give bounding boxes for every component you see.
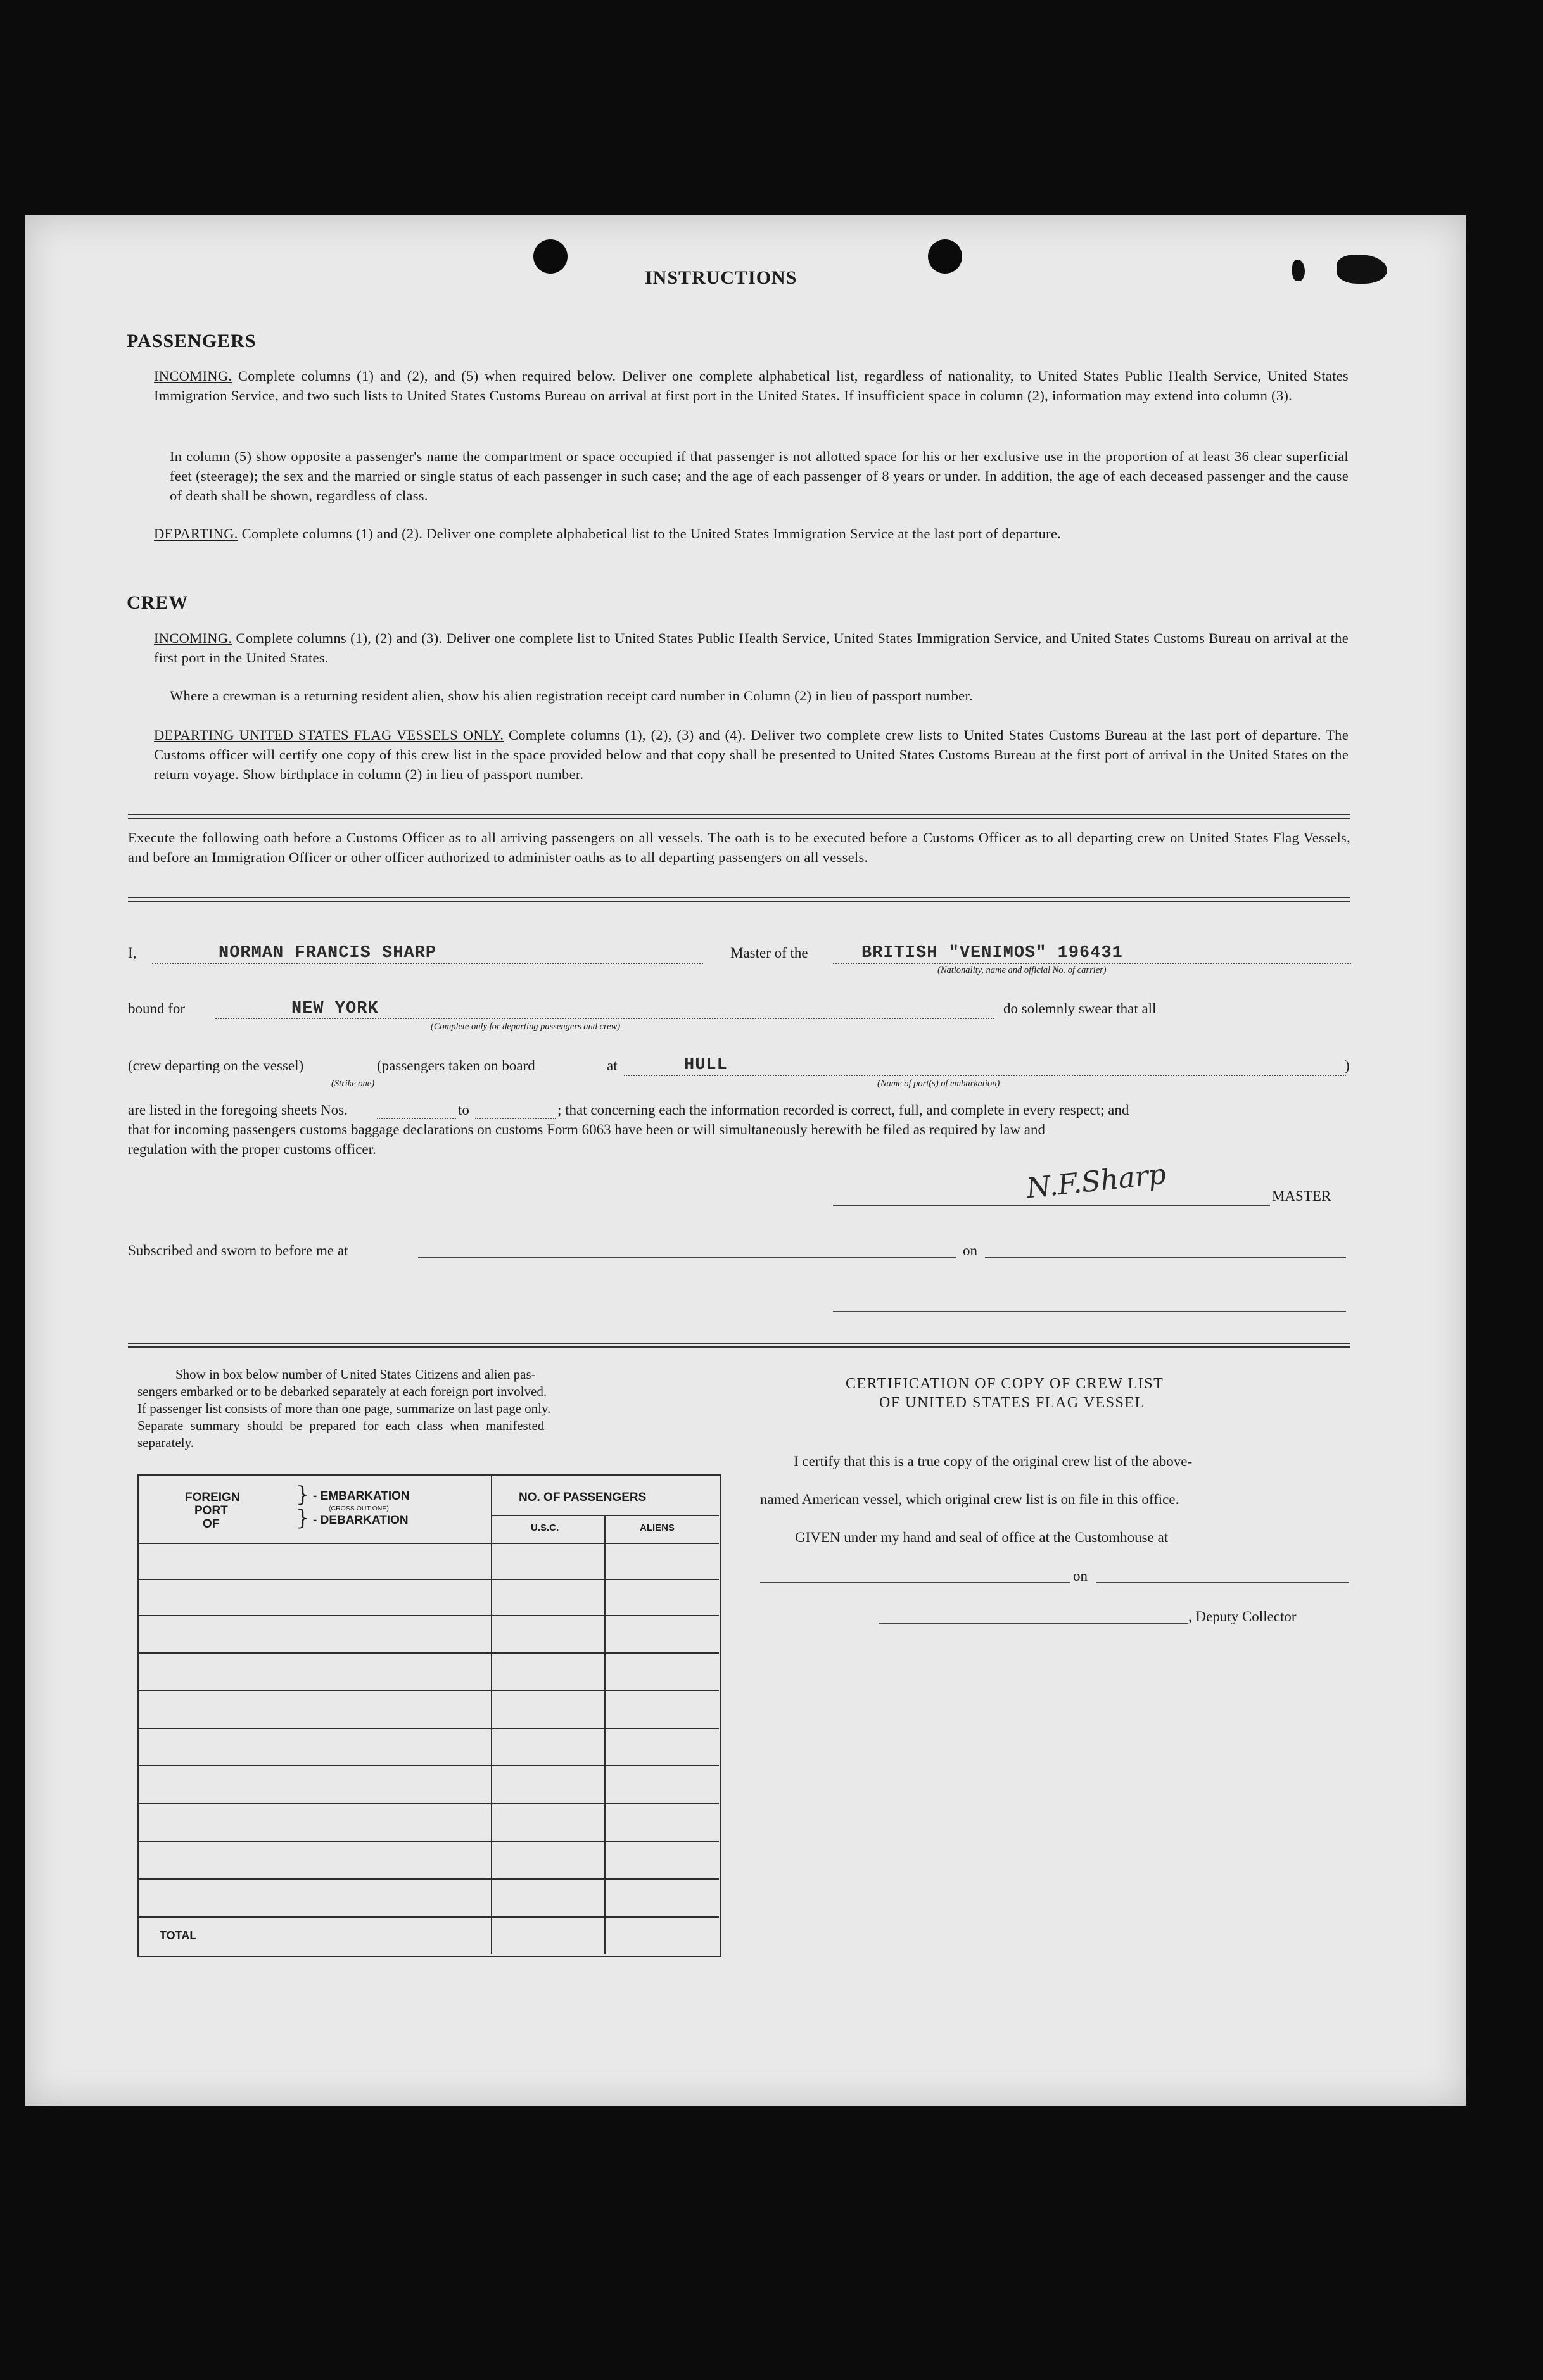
usc-label: U.S.C. [531, 1522, 559, 1533]
at-label: at [607, 1058, 618, 1073]
crew-incoming-text [154, 628, 1349, 668]
bound-for-label: bound for [128, 1001, 186, 1016]
oath-body-2: that for incoming passengers customs baggage declarations on customs Form 6063 have been or will simultaneously herewith be filed as required by law and [128, 1122, 1046, 1137]
subscribed-on-label: on [963, 1243, 977, 1258]
table-row [139, 1615, 719, 1616]
cert-title-1: CERTIFICATION OF COPY OF CREW LIST [846, 1376, 1164, 1392]
master-name: NORMAN FRANCIS SHARP [219, 944, 437, 963]
divider-summary-top [128, 1343, 1350, 1348]
destination: NEW YORK [291, 999, 379, 1018]
passengers-incoming-body: Complete columns (1) and (2), and (5) when required below. Deliver one complete alphabetical list, regardless of nationality, to United States Public Health Service, United States Immigration Service, and two such lists to United States Customs Bureau on arrival at first port in the United States. If insufficient space in column (2), information may extend into column (3). [154, 368, 1349, 403]
officer-signature-line [833, 1311, 1346, 1312]
passengers-heading: PASSENGERS [127, 331, 257, 351]
header-bottom [139, 1543, 719, 1544]
embark-port: HULL [684, 1056, 728, 1075]
cert-text-2: named American vessel, which original crew list is on file in this office. [760, 1491, 1179, 1507]
divider-oath-top [128, 814, 1350, 819]
foreign-port-label-2: PORT [194, 1504, 228, 1517]
swear-label: do solemnly swear that all [1003, 1001, 1157, 1016]
sheets-to-line [475, 1118, 556, 1119]
table-row [139, 1690, 719, 1691]
summary-note-line2: sengers embarked or to be debarked separately at each foreign port involved. [137, 1384, 547, 1399]
col-divider-usc [604, 1515, 606, 1954]
sheets-from-line [377, 1118, 456, 1119]
crew-departing-text [154, 725, 1349, 784]
master-signature-line [833, 1205, 1270, 1206]
to-label: to [458, 1102, 469, 1118]
cert-title-2: OF UNITED STATES FLAG VESSEL [879, 1395, 1145, 1411]
punch-hole-left [533, 239, 568, 274]
foreign-port-label-3: OF [203, 1517, 220, 1531]
passengers-taken-label: (passengers taken on board [377, 1058, 535, 1073]
cert-text-3: GIVEN under my hand and seal of office at the Customhouse at [795, 1529, 1169, 1545]
no-passengers-label: NO. OF PASSENGERS [519, 1491, 647, 1504]
crew-incoming-lead: INCOMING. [154, 630, 232, 646]
foreign-port-label-1: FOREIGN [185, 1491, 240, 1504]
close-paren: ) [1345, 1058, 1350, 1073]
passengers-incoming-text [154, 366, 1349, 405]
brace-top: } [296, 1482, 310, 1507]
master-name-line [152, 963, 703, 964]
table-row [139, 1878, 719, 1880]
crew-heading: CREW [127, 592, 189, 613]
deputy-signature-line [879, 1623, 1188, 1624]
crew-resident-text: Where a crewman is a returning resident alien, show his alien registration receipt card number in Column (2) in lieu of passport number. [170, 688, 973, 704]
brace-bottom: } [296, 1505, 310, 1531]
cert-text-1: I certify that this is a true copy of the original crew list of the above- [794, 1453, 1193, 1469]
crew-departing-label: (crew departing on the vessel) [128, 1058, 304, 1073]
crew-incoming-body: Complete columns (1), (2) and (3). Deliver one complete list to United States Public Health Service, United States Immigration Service, and United States Customs Bureau on arrival at the first port in the United States. [154, 630, 1349, 666]
ink-blot [1337, 255, 1387, 284]
cross-out-label: (CROSS OUT ONE) [329, 1505, 389, 1512]
table-row [139, 1841, 719, 1842]
table-row [139, 1765, 719, 1766]
table-row [139, 1803, 719, 1804]
divider-oath-bottom [128, 897, 1350, 902]
col-divider-port [491, 1476, 492, 1954]
port-caption: (Name of port(s) of embarkation) [877, 1079, 1000, 1089]
deputy-collector-label: , Deputy Collector [1188, 1609, 1297, 1624]
passengers-departing-lead: DEPARTING. [154, 526, 238, 541]
subscribed-label: Subscribed and sworn to before me at [128, 1243, 348, 1258]
subscribed-date-line [985, 1257, 1346, 1258]
crew-departing-body: Complete columns (1), (2), (3) and (4). Deliver two complete crew lists to United States Customs Bureau at the last port of departure. The Customs officer will certify one copy of this crew list in the space provided below and that copy shall be presented to United States Customs Bureau at the first port of arrival in the United States on the return voyage. Show birthplace in column (2) in lieu of passport number. [154, 727, 1349, 782]
strike-caption: (Strike one) [331, 1079, 375, 1089]
table-row [139, 1579, 719, 1580]
ink-blot-small [1292, 260, 1305, 281]
sheets-label: are listed in the foregoing sheets Nos. [128, 1102, 348, 1118]
passengers-departing-text [154, 524, 1349, 543]
master-of-label: Master of the [730, 945, 808, 961]
vessel-name: BRITISH "VENIMOS" 196431 [861, 944, 1123, 963]
master-signature: N.F.Sharp [1024, 1158, 1168, 1205]
passengers-incoming-lead: INCOMING. [154, 368, 232, 384]
crew-departing-lead: DEPARTING UNITED STATES FLAG VESSELS ONLY. [154, 727, 504, 743]
passenger-summary-table [137, 1474, 721, 1957]
cert-place-line [760, 1582, 1070, 1583]
master-label: MASTER [1272, 1188, 1331, 1204]
table-row [139, 1916, 719, 1918]
punch-hole-right [928, 239, 962, 274]
instructions-title: INSTRUCTIONS [645, 267, 797, 288]
destination-caption: (Complete only for departing passengers and crew) [431, 1022, 621, 1032]
header-split [491, 1515, 719, 1516]
summary-note-line5: separately. [137, 1435, 194, 1450]
embarkation-label: - EMBARKATION [313, 1490, 410, 1503]
oath-body-3: regulation with the proper customs officer. [128, 1141, 376, 1157]
cert-date-line [1096, 1582, 1349, 1583]
oath-intro-text: Execute the following oath before a Customs Officer as to all arriving passengers on all vessels. The oath is to be executed before a Customs Officer as to all departing crew on United States Flag Vessels, and before an Immigration Officer or other officer authorized to administer oaths as to all departing passengers on all vessels. [128, 830, 1350, 865]
aliens-label: ALIENS [640, 1522, 675, 1533]
form-page [25, 215, 1466, 2106]
summary-note-line3: If passenger list consists of more than one page, summarize on last page only. [137, 1401, 551, 1416]
cert-on-label: on [1073, 1568, 1088, 1584]
summary-note-line4: Separate summary should be prepared for each class when manifested [137, 1418, 545, 1433]
passengers-column5-text: In column (5) show opposite a passenger's name the compartment or space occupied if that passenger is not allotted space for his or her exclusive use in the proportion of at least 36 clear superficial feet (steerage); the sex and the married or single status of each passenger in such case; and the age of each passenger of 8 years or under. In addition, the age of each deceased passenger and the cause of death shall be shown, regardless of class. [170, 448, 1349, 503]
subscribed-place-line [418, 1257, 956, 1258]
embark-port-line [624, 1075, 1346, 1076]
total-label: TOTAL [160, 1929, 197, 1942]
table-row [139, 1652, 719, 1654]
summary-note-line1: Show in box below number of United States Citizens and alien pas- [175, 1367, 536, 1382]
vessel-caption: (Nationality, name and official No. of carrier) [937, 965, 1107, 975]
table-row [139, 1728, 719, 1729]
debarkation-label: - DEBARKATION [313, 1514, 409, 1527]
oath-body-1: ; that concerning each the information recorded is correct, full, and complete in every respect; and [557, 1102, 1129, 1118]
vessel-line [833, 963, 1351, 964]
oath-i-label: I, [128, 945, 137, 961]
passengers-departing-body: Complete columns (1) and (2). Deliver one complete alphabetical list to the United States Immigration Service at the last port of departure. [241, 526, 1062, 541]
